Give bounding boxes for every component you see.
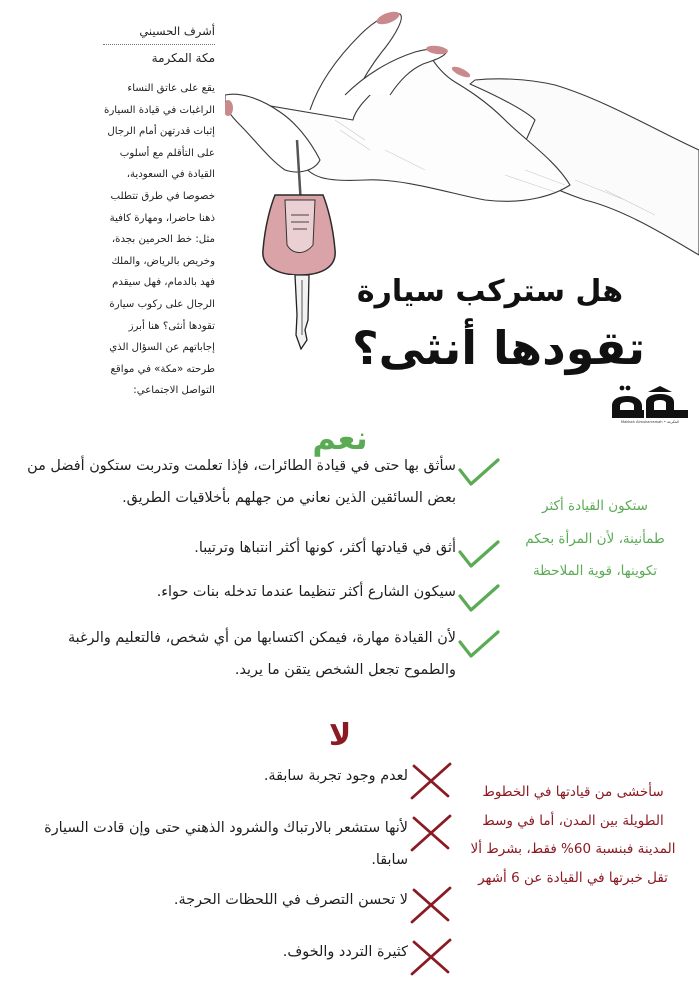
- yes-section-title: نعم: [312, 419, 368, 457]
- no-reason-item: [18, 812, 454, 876]
- no-section-title: لا: [328, 718, 352, 753]
- cross-icon: [408, 812, 454, 852]
- no-reason-item: [18, 884, 454, 924]
- yes-reason-item: [16, 576, 502, 616]
- yes-reason-text: أثق في قيادتها أكثر، كونها أكثر انتباها وترتيبا.: [194, 540, 456, 556]
- fingernail: [450, 65, 471, 80]
- check-icon: [456, 532, 502, 572]
- yes-highlight-quote: ستكون القيادة أكثر طمأنينة، لأن المرأة بحكم تكوينها، قوية الملاحظة: [525, 498, 665, 579]
- no-reason-text: لأنها ستشعر بالارتباك والشرود الذهني حتى وإن قادت السيارة سابقا.: [44, 820, 408, 868]
- dateline-city: مكة المكرمة: [151, 51, 215, 65]
- no-reason-item: [18, 760, 454, 800]
- yes-reason-text: سيكون الشارع أكثر تنظيما عندما تدخله بنات حواء.: [156, 584, 456, 600]
- byline: [103, 22, 215, 68]
- yes-reason-item: [16, 450, 502, 514]
- headline-line-1: هل ستركب سيارة: [356, 274, 623, 309]
- no-reason-text: لعدم وجود تجربة سابقة.: [263, 768, 408, 784]
- author-name: أشرف الحسيني: [103, 22, 215, 45]
- no-reason-text: كثيرة التردد والخوف.: [282, 944, 408, 960]
- intro-paragraph: يقع على عاتق النساء الراغبات في قيادة السيارة إثبات قدرتهن أمام الرجال على التأقلم مع أسلوب القيادة في السعودية، خصوصا في طرق تتطلب ذهنا حاضرا، ومهارة كافية مثل: خط الحرمين بجدة، وخريص بالرياض، والملك فهد بالدمام، فهل سيقدم الرجال على ركوب سيارة تقودها أنثى؟ هنا أبرز إجاباتهم عن السؤال الذي طرحته «مكة» في مواقع التواصل الاجتماعي:: [104, 83, 215, 397]
- check-icon: [456, 450, 502, 490]
- key-blade-icon: [283, 275, 323, 350]
- cross-icon: [408, 884, 454, 924]
- makkah-newspaper-logo: [608, 382, 692, 428]
- logo-mark-icon: [608, 382, 692, 420]
- yes-reason-text: لأن القيادة مهارة، فيمكن اكتسابها من أي شخص، فالتعليم والرغبة والطموح تجعل الشخص يتقن ما يريد.: [67, 630, 456, 678]
- hand-holding-key-illustration: [225, 0, 699, 275]
- cross-icon: [408, 760, 454, 800]
- check-icon: [456, 622, 502, 662]
- yes-reason-text: سأثق بها حتى في قيادة الطائرات، فإذا تعلمت وتدربت ستكون أفضل من بعض السائقين الذين نعاني من جهلهم بأخلاقيات الطريق.: [27, 458, 456, 506]
- logo-subtitle: Makkah Almukarramah • المكرمة: [621, 420, 679, 424]
- yes-reason-item: [16, 532, 502, 572]
- car-key-icon: [263, 195, 335, 275]
- no-reason-text: لا تحسن التصرف في اللحظات الحرجة.: [173, 892, 408, 908]
- check-icon: [456, 576, 502, 616]
- no-highlight-quote: سأخشى من قيادتها في الخطوط الطويلة بين المدن، أما في وسط المدينة فبنسبة 60% فقط، بشرط ألا تقل خبرتها في القيادة عن 6 أشهر: [470, 784, 676, 886]
- cross-icon: [408, 936, 454, 976]
- yes-reason-item: [16, 622, 502, 686]
- headline-line-2: تقودها أنثى؟: [351, 321, 645, 375]
- no-reason-item: [18, 936, 454, 976]
